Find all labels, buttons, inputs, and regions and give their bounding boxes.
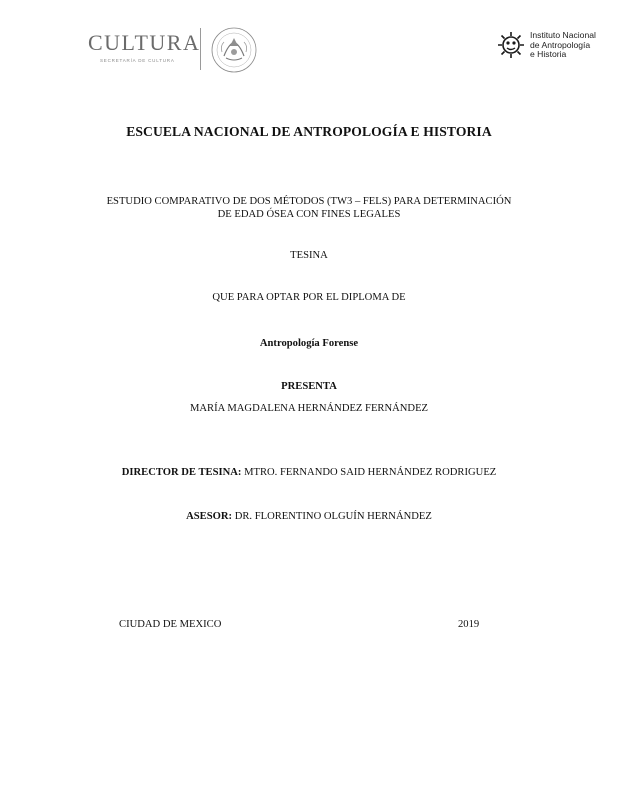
year: 2019 bbox=[458, 619, 480, 630]
inah-logo bbox=[496, 30, 606, 64]
program-name: Antropología Forense bbox=[259, 338, 359, 349]
asesor-line bbox=[0, 511, 618, 522]
school-name: ESCUELA NACIONAL DE ANTROPOLOGÍA E HISTORIA bbox=[126, 124, 492, 139]
mexican-coat-of-arms-icon bbox=[210, 26, 258, 74]
work-type: TESINA bbox=[290, 250, 328, 261]
cultura-logo-word: CULTURA bbox=[88, 30, 201, 55]
presenta-label: PRESENTA bbox=[281, 381, 337, 392]
director-label: DIRECTOR DE TESINA: bbox=[121, 467, 242, 478]
thesis-title-line: DE EDAD ÓSEA CON FINES LEGALES bbox=[217, 209, 401, 220]
purpose-statement: QUE PARA OPTAR POR EL DIPLOMA DE bbox=[212, 292, 406, 303]
asesor-label: ASESOR: bbox=[186, 511, 233, 522]
asesor-name: DR. FLORENTINO OLGUÍN HERNÁNDEZ bbox=[234, 511, 432, 522]
inah-logo-icon bbox=[496, 30, 526, 60]
inah-logo-line: e Historia bbox=[530, 49, 567, 60]
logo-divider bbox=[200, 28, 201, 70]
thesis-title-line: ESTUDIO COMPARATIVO DE DOS MÉTODOS (TW3 – FELS) PARA DETERMINACIÓN bbox=[106, 196, 512, 207]
cultura-logo bbox=[88, 30, 201, 70]
director-line bbox=[0, 467, 618, 478]
cultura-logo-subtitle: SECRETARÍA DE CULTURA bbox=[100, 58, 175, 63]
inah-logo-line: de Antropología bbox=[530, 39, 591, 50]
director-name: MTRO. FERNANDO SAID HERNÁNDEZ RODRIGUEZ bbox=[244, 467, 497, 478]
inah-logo-line: Instituto Nacional bbox=[530, 30, 596, 40]
inah-logo-text bbox=[530, 31, 596, 60]
author-name: MARÍA MAGDALENA HERNÁNDEZ FERNÁNDEZ bbox=[189, 403, 429, 414]
city: CIUDAD DE MEXICO bbox=[119, 619, 222, 630]
thesis-title bbox=[0, 195, 618, 221]
